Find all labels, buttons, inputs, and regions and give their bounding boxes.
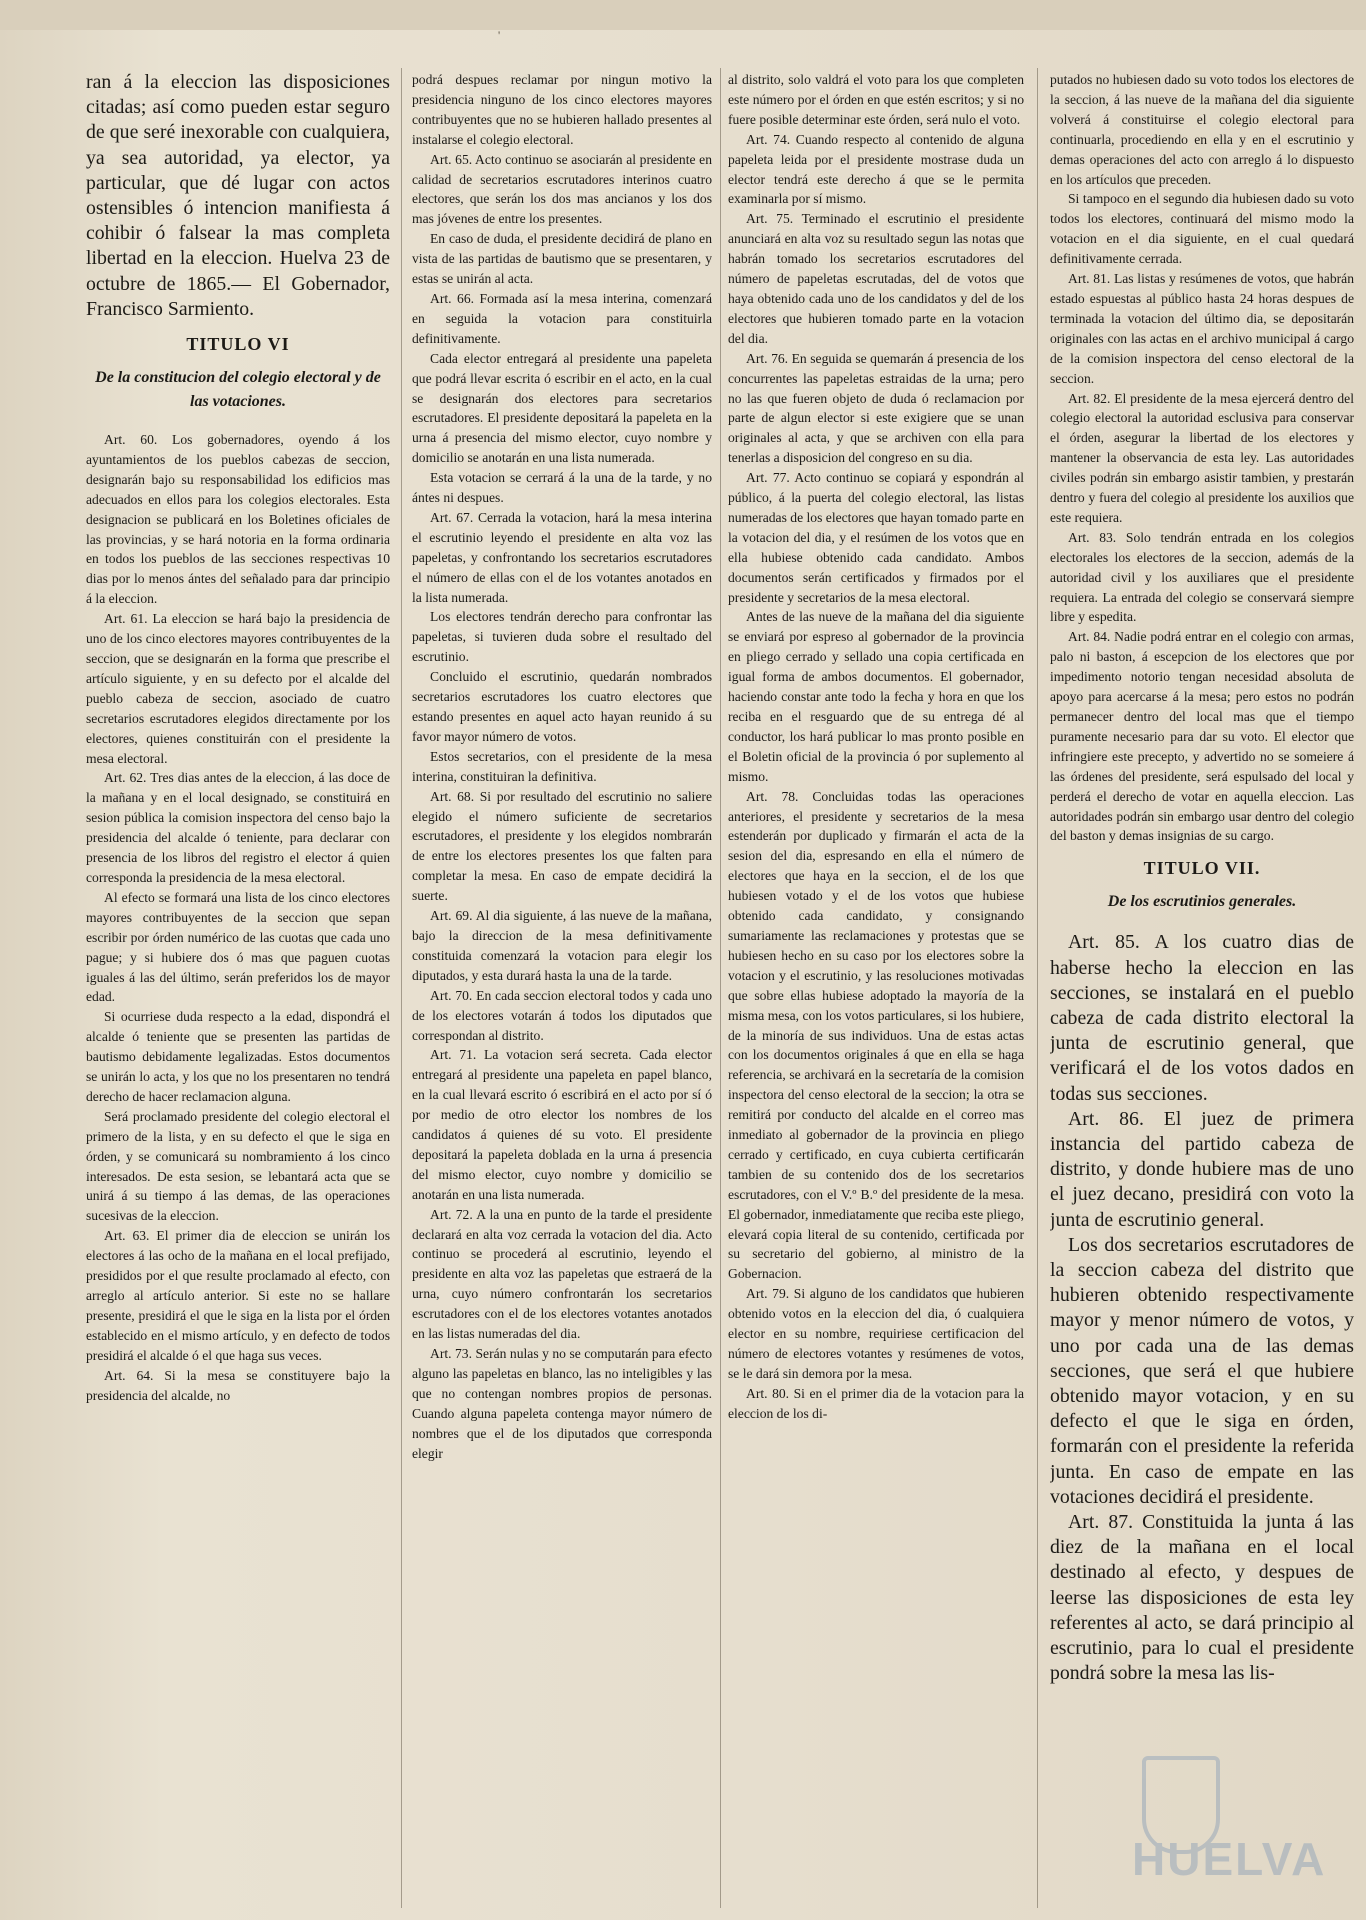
article-list — [86, 430, 390, 1405]
column-divider — [720, 68, 721, 1908]
article-paragraph: Art. 63. El primer dia de eleccion se unirán los electores á las ocho de la mañana en el local prefijado, presididos por el que resulte proclamado al efecto, con arreglo al artículo anterior. Si este no se hallare presente, presidirá el que le siga en la lista por el órden establecido en el mismo artículo, y en defecto de todos presidirá el alcalde ó el que haga sus veces. — [86, 1228, 390, 1363]
article-paragraph: Art. 81. Las listas y resúmenes de votos, que habrán estado espuestas al público hasta 24 horas despues de terminada la votacion del último dia, se depositarán originales con las actas en el archivo municipal á cargo de la comision inspectora del censo electoral de la seccion. — [1050, 271, 1354, 386]
column-1 — [86, 70, 390, 1910]
article-paragraph: Art. 66. Formada así la mesa interina, comenzará en seguida la votacion para constituirla definitivamente. — [412, 290, 712, 346]
article-paragraph: Art. 62. Tres dias antes de la eleccion, á las doce de la mañana y en el local designado, se constituirá en sesion pública la comision inspectora del censo bajo la presidencia del alcalde ó teniente, para declarar con presencia de los libros del registro el elector á quien corresponda la presidencia de la mesa electoral. — [86, 770, 390, 885]
article-paragraph: Art. 68. Si por resultado del escrutinio no saliere elegido el número suficiente de secretarios escrutadores, el presidente y los elegidos nombrarán de entre los electores presentes los que falten para completar la mesa. En caso de empate decidirá la suerte. — [412, 788, 712, 904]
page-mark: ' — [498, 28, 501, 42]
article-paragraph: Art. 65. Acto continuo se asociarán al presidente en calidad de secretarios escrutadores interinos cuatro electores, que serán los dos mas ancianos y los dos mas jóvenes de entre los presentes. — [412, 151, 712, 227]
article-paragraph: Los electores tendrán derecho para confrontar las papeletas, si tuvieren duda sobre el resultado del escrutinio. — [412, 609, 712, 665]
article-paragraph: Art. 83. Solo tendrán entrada en los colegios electorales los electores de la seccion, además de la autoridad civil y los auxiliares que el presidente requiera. La entrada del colegio se conservará siempre libre y espedita. — [1050, 529, 1354, 625]
article-paragraph: Art. 71. La votacion será secreta. Cada elector entregará al presidente una papeleta en papel blanco, en la cual llevará escrito ó escribirá en el acto por sí ó por medio de otro elector los nombres de los candidatos á quienes dé su voto. El presidente depositará la papeleta doblada en la urna á presencia del mismo elector, cuyo nombre y domicilio se anotarán en una lista numerada. — [412, 1047, 712, 1202]
article-paragraph: Si tampoco en el segundo dia hubiesen dado su voto todos los electores, continuará del mismo modo la votacion en el dia siguiente, en el cual quedará definitivamente cerrada. — [1050, 191, 1354, 267]
column-4 — [1050, 70, 1354, 1910]
article-paragraph: Estos secretarios, con el presidente de la mesa interina, constituiran la definitiva. — [412, 748, 712, 784]
article-paragraph: putados no hubiesen dado su voto todos los electores de la seccion, á las nueve de la mañana del dia siguiente volverá á constituirse el colegio electoral para continuarla, procediendo en ella y en el escrutinio y demas operaciones del acto con arreglo á lo dispuesto en los artículos que preceden. — [1050, 72, 1354, 187]
article-paragraph: Art. 73. Serán nulas y no se computarán para efecto alguno las papeletas en blanco, las no inteligibles y las que no contengan nombres propios de personas. Cuando alguna papeleta contenga mayor número de nombres que el de los diputados que corresponda elegir — [412, 1346, 712, 1461]
article-paragraph: Cada elector entregará al presidente una papeleta que podrá llevar escrita ó escribir en el acto, en la cual se designarán dos electores para secretarios escrutadores. El presidente depositará la papeleta en la urna á presencia del mismo elector, cuyo nombre y domicilio se anotarán en una lista numerada. — [412, 350, 712, 466]
article-paragraph: Esta votacion se cerrará á la una de la tarde, y no ántes ni despues. — [412, 470, 712, 506]
section-subtitle: De los escrutinios generales. — [1107, 893, 1297, 911]
page-top-edge — [0, 0, 1366, 30]
article-paragraph: Art. 78. Concluidas todas las operaciones anteriores, el presidente y secretarios de la mesa estenderán por duplicado y firmarán el acta de la sesion del dia, espresando en ella el número de electores que haya en la seccion, el de los que hubiesen votado y el de los votos que hubiese obtenido cada candidato, y consignando sumariamente las reclamaciones y protestas que se hubiesen hecho en su caso por los electores sobre la votacion y el escrutinio, y las resoluciones motivadas que sobre ellas hubiese adoptado la mayoría de la misma mesa, con los votos particulares, si los hubiere, de la minoría de sus individuos. Una de estas actas con los documentos originales á que en ella se haga referencia, se archivará en la secretaría de la comision inspectora del censo electoral de la seccion; la otra se remitirá por conducto del alcalde en el correo mas inmediato al gobernador de la provincia en pliego cerrado y certificado, en cuya cubierta certificarán tambien de su contenido dos de los secretarios escrutadores, con el V.º B.º del presidente de la mesa. El gobernador, inmediatamente que reciba este pliego, elevará copia literal de su contenido, certificada por su secretario del gobierno, al ministro de la Gobernacion. — [728, 788, 1024, 1282]
article-paragraph: Concluido el escrutinio, quedarán nombrados secretarios escrutadores los cuatro electores que estando presentes en aquel acto hayan reunido á su favor mayor número de votos. — [412, 669, 712, 744]
article-list-large — [1050, 930, 1354, 1686]
article-paragraph: Art. 72. A la una en punto de la tarde el presidente declarará en alta voz cerrada la votacion del dia. Acto continuo se procederá al escrutinio, leyendo el presidente en alta voz las papeletas que estraerá de la urna, cuyo número confrontarán los secretarios escrutadores con el de los electores votantes anotados en las listas numeradas del dia. — [412, 1206, 712, 1342]
article-paragraph: Art. 82. El presidente de la mesa ejercerá dentro del colegio electoral la autoridad esclusiva para conservar el órden, asegurar la libertad de los electores y mantener la observancia de esta ley. Las autoridades civiles podrán sin embargo asistir tambien, y prestarán dentro y fuera del colegio al presidente los auxilios que este requiera. — [1050, 390, 1354, 525]
column-2 — [412, 70, 712, 1910]
article-paragraph: Antes de las nueve de la mañana del dia siguiente se enviará por espreso al gobernador de la provincia en pliego cerrado y sellado una copia certificada en igual forma de ambos documentos. El gobernador, haciendo constar ante todo la fecha y hora en que los reciba en el resguardo que de su entrega dé al conductor, los hará publicar lo mas pronto posible en el Boletin oficial de la provincia ó por suplemento al mismo. — [728, 609, 1024, 784]
article-paragraph: Art. 61. La eleccion se hará bajo la presidencia de uno de los cinco electores mayores contribuyentes de la seccion, que se designarán en la forma que prescribe el artículo siguiente, y en su defecto por el alcalde del pueblo cabeza de seccion, asociado de cuatro secretarios escrutadores elegidos directamente por los electores, quienes constituirán con el presidente la mesa electoral. — [86, 611, 390, 766]
article-paragraph: Si ocurriese duda respecto a la edad, dispondrá el alcalde ó teniente que se presenten las partidas de bautismo debidamente legalizadas. Estos documentos se unirán lo acta, y los que no los presentaren no tendrá derecho de hacer reclamacion alguna. — [86, 1009, 390, 1104]
column-divider — [1037, 68, 1038, 1908]
article-paragraph: Art. 74. Cuando respecto al contenido de alguna papeleta leida por el presidente mostrase duda un elector tendrá este derecho á que se le permita examinarla por sí mismo. — [728, 131, 1024, 207]
closing-paragraph: ran á la eleccion las disposiciones citadas; así como pueden estar seguro de que seré inexorable con cualquiera, ya sea autoridad, ya elector, ya particular, que dé lugar con actos ostensibles ó intencion manifiesta á cohibir ó falsear la mas completa libertad en la eleccion. Huelva 23 de octubre de 1865.— El Gobernador, Francisco Sarmiento. — [86, 71, 390, 320]
column-divider — [401, 68, 402, 1908]
article-paragraph: Art. 80. Si en el primer dia de la votacion para la eleccion de los di- — [728, 1385, 1024, 1421]
article-paragraph: Al efecto se formará una lista de los cinco electores mayores contribuyentes de la seccion que sepan escribir por órden numérico de las cuotas que cada uno pague; y si hubiere dos ó mas que paguen cuotas iguales á las del último, serán preferidos los de mayor edad. — [86, 889, 390, 1005]
article-paragraph: Art. 67. Cerrada la votacion, hará la mesa interina el escrutinio leyendo el presidente en alta voz las papeletas, y confrontando los secretarios escrutadores el número de ellas con el de los votantes anotados en la lista numerada. — [412, 509, 712, 605]
article-paragraph: Será proclamado presidente del colegio electoral el primero de la lista, y en su defecto el que le siga en órden, y se comunicará su nombramiento á los cinco interesados. De esta sesion, se lebantará acta que se unirá á su tiempo á las demas, de las operaciones sucesivas de la eleccion. — [86, 1108, 390, 1224]
column-3 — [728, 70, 1024, 1910]
article-paragraph: Art. 76. En seguida se quemarán á presencia de los concurrentes las papeletas estraidas de la urna; pero no las que fueren objeto de duda ó reclamacion por parte de algun elector si este exigiere que se unan originales al acta, y que se archiven con ella para tenerlas a disposicion del congreso en su dia. — [728, 350, 1024, 466]
article-paragraph: Art. 84. Nadie podrá entrar en el colegio con armas, palo ni baston, á escepcion de los electores que por impedimento notorio tengan necesidad absoluta de apoyo para acercarse á la mesa; pero estos no podrán permanecer dentro del local mas que el tiempo puramente necesario para dar su voto. El elector que infringiere este precepto, y advertido no se someiere á las órdenes del presidente, será espulsado del local y perderá el derecho de votar en aquella eleccion. Las autoridades podrán sin embargo usar dentro del colegio del baston y demas insignias de su cargo. — [1050, 629, 1354, 844]
article-paragraph: Art. 69. Al dia siguiente, á las nueve de la mañana, bajo la direccion de la mesa definitivamente constituida comenzará la votacion para elegir los diputados, y esta durará hasta la una de la tarde. — [412, 908, 712, 983]
article-paragraph: Art. 86. El juez de primera instancia del partido cabeza de distrito, y donde hubiere mas de uno el juez decano, presidirá con voto la junta de escrutinio general. — [1050, 1107, 1354, 1231]
article-paragraph: Art. 85. A los cuatro dias de haberse hecho la eleccion en las secciones, se instalará en el pueblo cabeza de cada distrito electoral la junta de escrutinio general, que verificará el de los votos dados en todas sus secciones. — [1050, 931, 1354, 1105]
article-paragraph: al distrito, solo valdrá el voto para los que completen este número por el órden en que estén escritos; y si no fuere posible determinar este órden, será nulo el voto. — [728, 72, 1024, 127]
article-paragraph: Art. 87. Constituida la junta á las diez de la mañana en el local destinado al efecto, y despues de leerse las disposiciones de esta ley referentes al acto, se dará principio al escrutinio, para lo cual el presidente pondrá sobre la mesa las lis- — [1050, 1511, 1354, 1685]
watermark-text: HUELVA — [1132, 1833, 1327, 1885]
article-paragraph: Art. 60. Los gobernadores, oyendo á los ayuntamientos de los pueblos cabezas de seccion, designarán bajo su responsabilidad los edificios mas adecuados en ellos para los colegios electorales. Esta designacion se publicará en los Boletines oficiales de las provincias, y se hará notoria en la forma ordinaria en todos los pueblos de las secciones respectivas 10 dias por lo menos ántes del señalado para dar principio á la eleccion. — [86, 432, 390, 607]
article-paragraph: Los dos secretarios escrutadores de la seccion cabeza del distrito que hubieren obtenido respectivamente mayor y menor número de votos, y uno por cada una de las demas secciones, que será el que hubiere obtenido mayor votacion, y en su defecto el que le siga en órden, formarán con el presidente la referida junta. En caso de empate en las votaciones decidirá el presidente. — [1050, 1233, 1354, 1508]
section-subtitle: De la constitucion del colegio electoral y de las votaciones. — [95, 369, 381, 411]
section-title: TITULO VI — [186, 334, 290, 355]
article-paragraph: Art. 70. En cada seccion electoral todos y cada uno de los electores votarán á todos los diputados que correspondan al distrito. — [412, 987, 712, 1043]
article-list — [1050, 70, 1354, 846]
section-title: TITULO VII. — [1143, 858, 1261, 879]
article-paragraph: Art. 79. Si alguno de los candidatos que hubieren obtenido votos en la eleccion del dia, ó cualquiera elector en su nombre, requiriese certificacion del número de electores votantes y resúmenes de votos, se le dará sin demora por la mesa. — [728, 1286, 1024, 1381]
article-paragraph: En caso de duda, el presidente decidirá de plano en vista de las partidas de bautismo que se presentaren, y estas se unirán al acta. — [412, 231, 712, 287]
article-paragraph: podrá despues reclamar por ningun motivo la presidencia ninguno de los cinco electores mayores contribuyentes que no se hubieren hallado presentes al instalarse el colegio electoral. — [412, 72, 712, 147]
decree-closing — [86, 70, 390, 322]
library-watermark — [1132, 1756, 1327, 1886]
article-paragraph: Art. 75. Terminado el escrutinio el presidente anunciará en alta voz su resultado segun las notas que habrán tomado los secretarios escrutadores del número de papeletas escrutadas, del de votos que haya obtenido cada uno de los candidatos y del de los electores que hubieren tomado parte en la votacion del dia. — [728, 211, 1024, 346]
article-paragraph: Art. 77. Acto continuo se copiará y espondrán al público, á la puerta del colegio electoral, las listas numeradas de los electores que hayan tomado parte en la votacion del dia, y el resúmen de los votos que en ella hubiese obtenido cada candidato. Ambos documentos serán certificados y firmados por el presidente y secretarios de la mesa electoral. — [728, 470, 1024, 605]
article-paragraph: Art. 64. Si la mesa se constituyere bajo la presidencia del alcalde, no — [86, 1367, 390, 1403]
